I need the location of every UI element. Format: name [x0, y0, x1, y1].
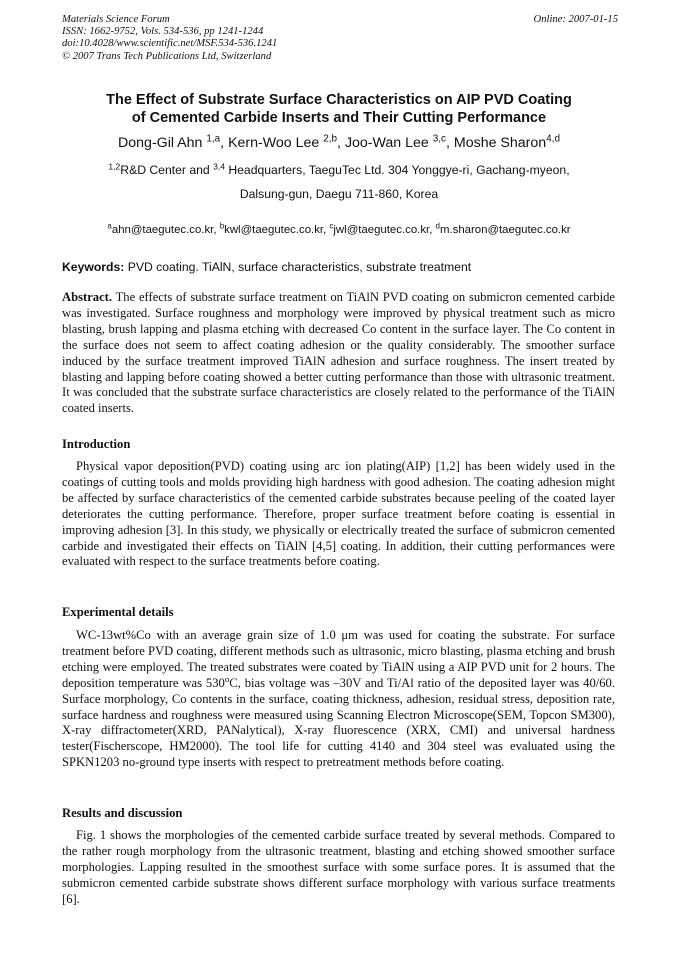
keywords [62, 260, 618, 275]
affiliation-line-2: Dalsung-gun, Daegu 711-860, Korea [239, 187, 439, 201]
title-line-1: The Effect of Substrate Surface Characteristics on AIP PVD Coating [106, 92, 572, 108]
author-2: Kern-Woo Lee $^{2,b}$, [228, 133, 345, 151]
abstract-paragraph [62, 290, 615, 417]
author-list [40, 134, 638, 152]
introduction-heading: Introduction [62, 437, 131, 451]
issn-line: ISSN: 1662-9752, Vols. 534-536, pp 1241-1244 [62, 26, 264, 38]
doi-line: doi:10.4028/www.scientific.net/MSF.534-536.1241 [62, 38, 278, 50]
journal-name: Materials Science Forum [62, 14, 170, 25]
journal-header [62, 14, 618, 63]
results-heading: Results and discussion [62, 806, 183, 820]
author-1: Dong-Gil Ahn $^{1,a}$, [118, 133, 229, 151]
abstract-text: The effects of substrate surface treatment on TiAlN PVD coating on submicron cemented carbide was investigated. Surface roughness and morphology were improved by physical treatment such as micro blasting, brush lapping and plasma etching with decreased Co content in the surface layer. The Co content in the surface does not seem to affect coating adhesion or the quality considerably. The smoother surface induced by the surface treatment improved TiAlN adhesion and surface roughness. The insert treated by blasting and lapping before coating showed a better cutting performance than those with ultrasonic treatment. It was concluded that the substrate surface characteristics are closely related to the performance of the TiAlN coated inserts. [62, 290, 615, 416]
email-c[interactable]: $^c$jwl@taegutec.co.kr [329, 221, 430, 236]
email-a[interactable]: $^a$ahn@taegutec.co.kr [107, 221, 214, 236]
author-emails: $^a$ahn@taegutec.co.kr, $^b$kwl@taegutec.co.kr, $^c$jwl@taegutec.co.kr, $^d$m.sharon@taegutec.co.kr [107, 221, 571, 236]
keywords-text: PVD coating. TiAlN, surface characteristics, substrate treatment [124, 260, 472, 274]
affiliation [40, 158, 638, 206]
paper-title [40, 92, 638, 127]
author-3: Joo-Wan Lee $^{3,c}$, [344, 133, 454, 151]
email-d[interactable]: $^d$m.sharon@taegutec.co.kr [435, 221, 571, 236]
results-paragraph: Fig. 1 shows the morphologies of the cemented carbide surface treated by several methods. Compared to the rather rough morphology from the ultrasonic treatment, blasting and etching showed smoother surface morphologies. Lapping resulted in the smoothest surface with some surface pores. It is assumed that the submicron cemented carbide substrate shows different surface morphology with various surface treatments [6]. [62, 828, 615, 906]
title-line-2: of Cemented Carbide Inserts and Their Cutting Performance [131, 109, 547, 126]
abstract-label: Abstract. [62, 290, 113, 304]
online-date: Online: 2007-01-15 [533, 14, 618, 25]
affiliation-line-1: $^{1,2}$R&D Center and $^{3,4}$ Headquarters, TaeguTec Ltd. 304 Yonggye-ri, Gachang-myeon, [108, 161, 570, 177]
introduction-paragraph: Physical vapor deposition(PVD) coating using arc ion plating(AIP) [1,2] has been widely used in the coatings of cutting tools and molds providing high hardness with good adhesion. The coating adhesion might be affected by surface characteristics of the cemented carbide substrates because peeling of the coated layer deteriorates the cutting performance. Therefore, proper surface treatment before coating is essential in improving adhesion [3]. In this study, we physically or electrically treated the surface of submicron cemented carbide and investigated their effects on TiAlN [4,5] coating. In addition, their cutting performances were evaluated with respect to the surface treatments before coating. [62, 459, 615, 569]
copyright-line: © 2007 Trans Tech Publications Ltd, Switzerland [62, 50, 272, 62]
email-b[interactable]: $^b$kwl@taegutec.co.kr [219, 221, 324, 236]
author-4: Moshe Sharon$^{4,d}$ [453, 133, 560, 151]
experimental-paragraph: WC-13wt%Co with an average grain size of 1.0 μm was used for coating the substrate. For surface treatment before PVD coating, different methods such as ultrasonic, micro blasting, plasma etching and brush etching were employed. The treated substrates were coated by TiAlN using a AIP PVD unit for 2 hours. The deposition temperature was 530$^o$C, bias voltage was –30V and Ti/Al ratio of the deposited layer was 40/60. Surface morphology, Co contents in the surface, coating thickness, adhesion, residual stress, deposition rate, surface hardness and roughness were measured using Scanning Electron Microscope(SEM, Topcon SM300), X-ray diffractometer(XRD, PANalytical), X-ray fluorescence (XRX, CMI) and universal hardness tester(Fischerscope, HM2000). The tool life for cutting 4140 and 304 steel was evaluated using the SPKN1203 no-ground type inserts with respect to pretreatment methods before coating. [62, 628, 615, 770]
experimental-heading: Experimental details [62, 605, 174, 619]
keywords-label: Keywords: [62, 260, 125, 274]
